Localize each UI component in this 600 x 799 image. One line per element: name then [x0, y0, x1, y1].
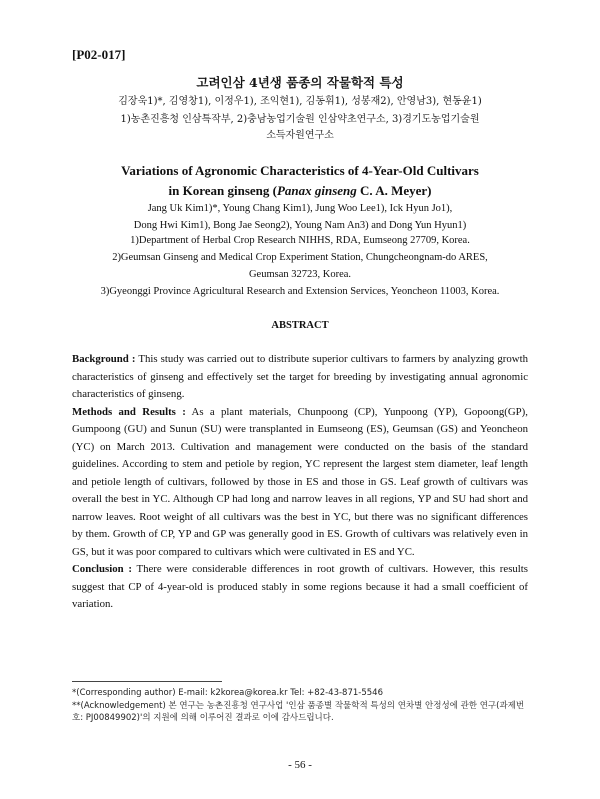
english-title-part-b: C. A. Meyer): [356, 183, 432, 198]
page-number: - 56 -: [288, 759, 312, 771]
conclusion-text: There were considerable differences in root growth of cultivars. However, this results suggest that CP of 4-year-old is produced stably in some regions because it had a small coefficient of variation.: [72, 563, 528, 610]
background-label: Background :: [72, 353, 136, 365]
korean-authors: 김장욱1)*, 김영창1), 이정우1), 조익현1), 김동휘1), 성봉재2), 안영남3), 현동윤1): [118, 96, 482, 107]
english-title-part-a: in Korean ginseng (: [168, 183, 277, 198]
english-authors-line1: Jang Uk Kim1)*, Young Chang Kim1), Jung Woo Lee1), Ick Hyun Jo1),: [147, 203, 453, 214]
english-authors: [60, 200, 540, 234]
english-title-species: Panax ginseng: [276, 183, 357, 198]
affiliation-3: 3)Gyeonggi Province Agricultural Research and Extension Services, Yeoncheon 11003, Korea.: [100, 286, 500, 297]
background-paragraph: [72, 351, 528, 404]
abstract-heading: ABSTRACT: [271, 320, 329, 331]
methods-paragraph: [72, 404, 528, 562]
footnote-divider: [72, 681, 222, 682]
affiliation-2-line1: 2)Geumsan Ginseng and Medical Crop Experiment Station, Chungcheongnam-do ARES,: [112, 252, 488, 263]
affiliation-2-line2: Geumsan 32723, Korea.: [248, 269, 352, 280]
footnote-corresponding: *(Corresponding author) E-mail: k2korea@korea.kr Tel: +82-43-871-5546: [72, 688, 383, 698]
methods-label: Methods and Results :: [72, 405, 186, 418]
conclusion-paragraph: [72, 561, 528, 614]
footnote-acknowledgement: **(Acknowledgement) 본 연구는 농촌진흥청 연구사업 '인삼 품종별 작물학적 특성의 연차별 안정성에 관한 연구(과제번호: PJ00849902)'의 지원에 의해 이루어진 결과로 이에 감사드립니다.: [72, 701, 525, 723]
english-title: [60, 161, 540, 201]
english-title-line2: [60, 181, 540, 201]
affiliation-1: 1)Department of Herbal Crop Research NIHHS, RDA, Eumseong 27709, Korea.: [130, 235, 470, 246]
korean-title: 고려인삼 4년생 품종의 작물학적 특성: [196, 75, 404, 90]
abstract-code: [P02-017]: [72, 47, 126, 62]
english-authors-line2: Dong Hwi Kim1), Bong Jae Seong2), Young Nam An3) and Dong Yun Hyun1): [133, 220, 467, 231]
abstract-body: [72, 351, 528, 614]
english-title-line1: Variations of Agronomic Characteristics of 4-Year-Old Cultivars: [121, 163, 479, 178]
korean-affiliation-line1: 1)농촌진흥청 인삼특작부, 2)충남농업기술원 인삼약초연구소, 3)경기도농업기술원: [120, 114, 480, 125]
conclusion-label: Conclusion :: [72, 563, 132, 575]
korean-affiliation-line2: 소득자원연구소: [266, 130, 334, 141]
methods-text: As a plant materials, Chunpoong (CP), Yunpoong (YP), Gopoong(GP), Gumpoong (GU) and Sunun (SU) were transplanted in Eumseong (ES), Geumsan (GS) and Yeoncheon (YC) on March 2013. Cultivation and management were conducted on the basis of the standard guidelines. According to stem and petiole by region, YC represent the largest stem diameter, leaf length and petiole length of cultivars, followed by those in ES and those in GS. Leaf growth of cultivars was overall the best in YC. Although CP had long and narrow leaves in all regions, YP and SU had short and narrow leaves. Root weight of all cultivars was the best in YC, but there was no significant differences by them. Growth of CP, YP and GP was generally good in ES. Growth of cultivars was relatively even in GS, but it was poor compared to cultivars which were cultivated in ES and YC.: [72, 405, 528, 558]
background-text: This study was carried out to distribute superior cultivars to farmers by analyzing growth characteristics of ginseng and effectively set the target for breeding by investigating annual agronomic characteristics of ginseng.: [72, 353, 528, 400]
